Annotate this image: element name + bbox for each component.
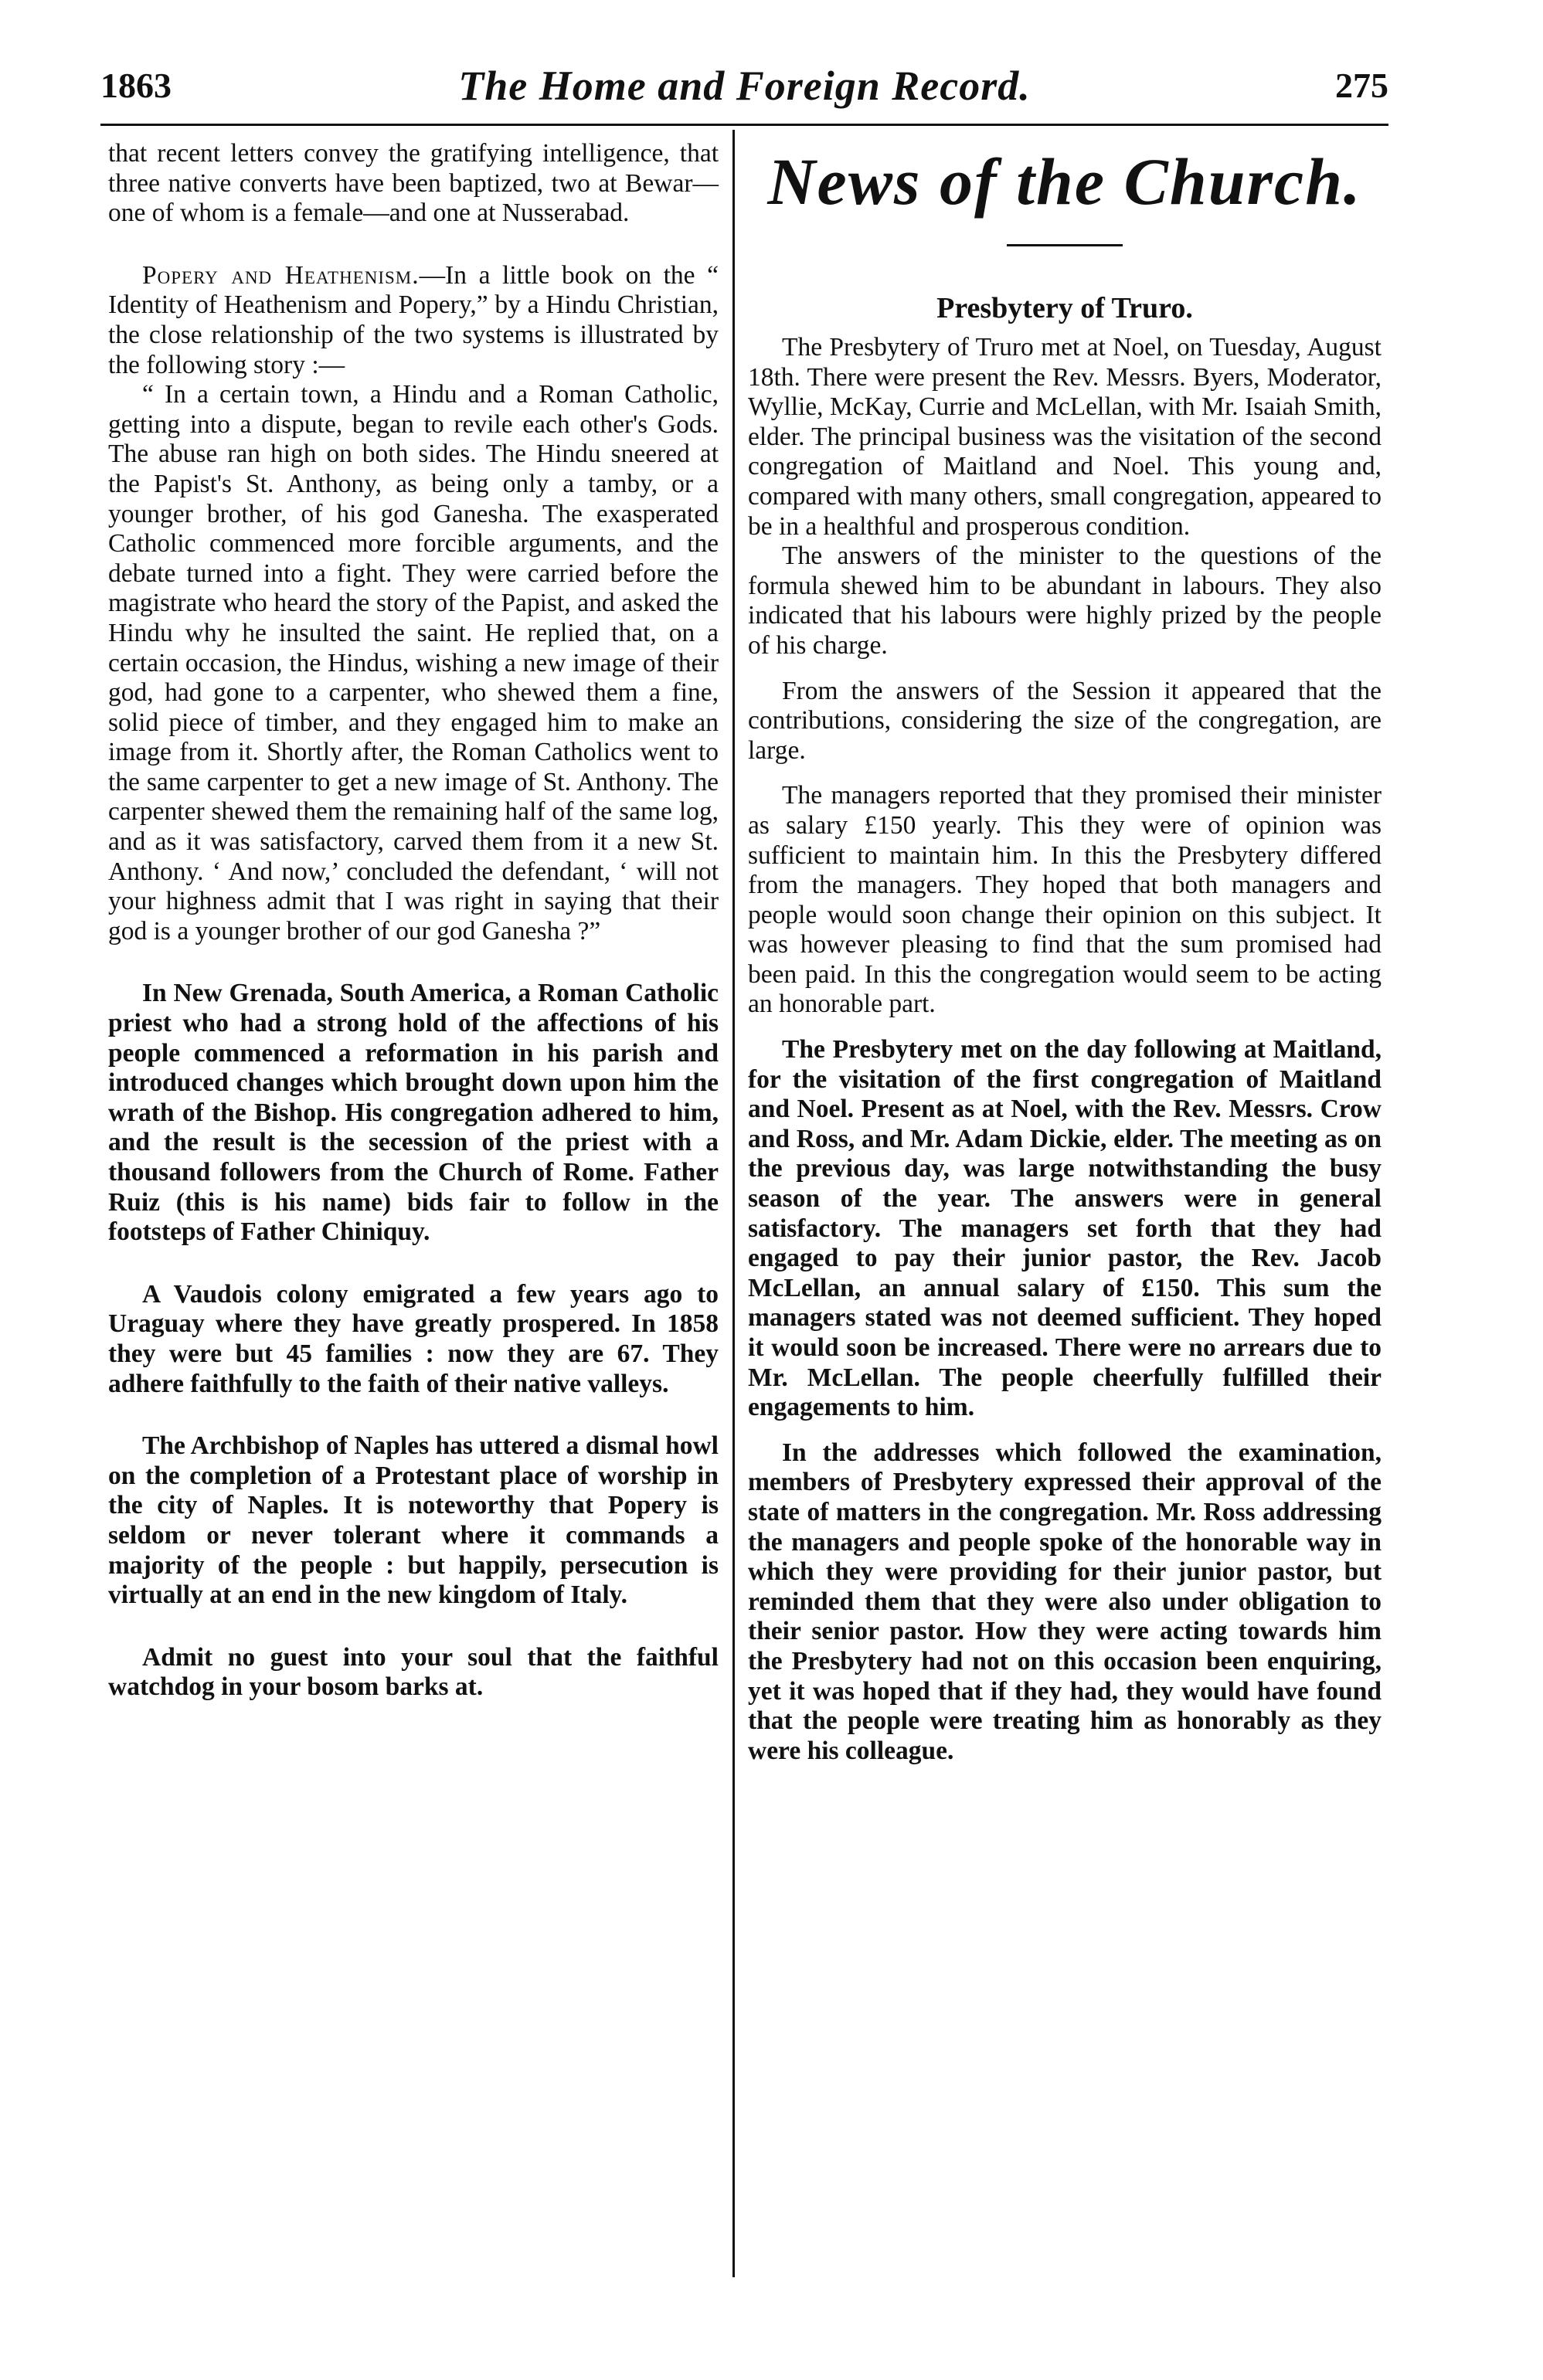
- addresses-paragraph: In the addresses which followed the examination, members of Presbytery expressed their approval of the state of matters in the congregation. Mr. Ross addressing the managers and people spoke of the honorable way in which they were providing for their junior pastor, but reminded them that they were also under obligation to their senior pastor. How they were acting towards him the Presbytery had not on this occasion been enquiring, yet it was hoped that if they had, they would have found that the people were treating him as honorably as they were his colleague.: [748, 1438, 1382, 1765]
- new-grenada-paragraph: In New Grenada, South America, a Roman Catholic priest who had a strong hold of the affections of his people commenced a reformation in his parish and introduced changes which brought down upon him the wrath of the Bishop. His congregation adhered to him, and the result is the secession of the priest with a thousand followers from the Church of Rome. Father Ruiz (this is his name) bids fair to follow in the footsteps of Father Chiniquy.: [108, 979, 719, 1247]
- popery-heathenism-lead: Popery and Heathenism.: [142, 260, 420, 290]
- heading-rule: [1007, 244, 1123, 246]
- column-divider: [732, 130, 735, 2277]
- running-head: [100, 65, 1388, 119]
- left-column: [108, 139, 719, 1703]
- session-answers-paragraph: From the answers of the Session it appeared that the contributions, considering the size of the congregation, are large.: [748, 676, 1382, 765]
- minister-answers-paragraph: The answers of the minister to the questions of the formula shewed him to be abundant in labours. They also indicated that his labours were highly prized by the people of his charge.: [748, 542, 1382, 660]
- section-heading: News of the Church.: [767, 144, 1362, 219]
- watchdog-paragraph: Admit no guest into your soul that the faithful watchdog in your bosom barks at.: [108, 1642, 719, 1702]
- popery-heathenism-body: —In a little book on the “ Identity of Heathenism and Popery,” by a Hindu Christian, the close relationship of the two systems is illustrated by the following story :—: [108, 260, 719, 379]
- truro-meeting-paragraph: The Presbytery of Truro met at Noel, on Tuesday, August 18th. There were present the Rev. Messrs. Byers, Moderator, Wyllie, McKay, Currie and McLellan, with Mr. Isaiah Smith, elder. The principal business was the visitation of the second congregation of Maitland and Noel. This young and, compared with many others, small congregation, appeared to be in a healthful and prosperous condition.: [748, 333, 1382, 541]
- vaudois-colony-paragraph: A Vaudois colony emigrated a few years ago to Uraguay where they have greatly prospered. In 1858 they were but 45 families : now they are 67. They adhere faithfully to the faith of their native valleys.: [108, 1279, 719, 1398]
- page-number: 275: [1335, 66, 1388, 105]
- archbishop-naples-paragraph: The Archbishop of Naples has uttered a dismal howl on the completion of a Protestant place of worship in the city of Naples. It is noteworthy that Popery is seldom or never tolerant where it commands a majority of the people : but happily, persecution is virtually at an end in the new kingdom of Italy.: [108, 1431, 719, 1610]
- maitland-meeting-paragraph: The Presbytery met on the day following at Maitland, for the visitation of the first congregation of Maitland and Noel. Present as at Noel, with the Rev. Messrs. Crow and Ross, and Mr. Adam Dickie, elder. The meeting as on the previous day, was large notwithstanding the busy season of the year. The answers were in general satisfactory. The managers set forth that they had engaged to pay their junior pastor, the Rev. Jacob McLellan, an annual salary of £150. This sum the managers stated was not deemed sufficient. They hoped it would soon be increased. There were no arrears due to Mr. McLellan. The people cheerfully fulfilled their engagements to him.: [748, 1035, 1382, 1422]
- right-column: [748, 139, 1382, 1766]
- issue-year: 1863: [100, 66, 172, 105]
- hindu-story-paragraph: “ In a certain town, a Hindu and a Roman Catholic, getting into a dispute, began to revile each other's Gods. The abuse ran high on both sides. The Hindu sneered at the Papist's St. Anthony, as being only a tamby, or a younger brother, of his god Ganesha. The exasperated Catholic commenced more forcible arguments, and the debate turned into a fight. They were carried before the magistrate who heard the story of the Papist, and asked the Hindu why he insulted the saint. He replied that, on a certain occasion, the Hindus, wishing a new image of their god, had gone to a carpenter, who shewed them a fine, solid piece of timber, and they engaged him to make an image from it. Shortly after, the Roman Catholics went to the same carpenter to get a new image of St. Anthony. The carpenter shewed them the remaining half of the same log, and as it was satisfactory, carved them from it a new St. Anthony. ‘ And now,’ concluded the defendant, ‘ will not your highness admit that I was right in saying that their god is a younger brother of our god Ganesha ?”: [108, 380, 719, 946]
- popery-heathenism-paragraph: [108, 261, 719, 380]
- journal-title: The Home and Foreign Record.: [458, 63, 1031, 109]
- intelligence-paragraph: that recent letters convey the gratifying intelligence, that three native converts have been baptized, two at Bewar—one of whom is a female—and one at Nusserabad.: [108, 139, 719, 228]
- managers-report-paragraph: The managers reported that they promised their minister as salary £150 yearly. This they were of opinion was sufficient to maintain him. In this the Presbytery differed from the managers. They hoped that both managers and people would soon change their opinion on this subject. It was however pleasing to find that the sum promised had been paid. In this the congregation would seem to be acting an honorable part.: [748, 781, 1382, 1019]
- subheading: Presbytery of Truro.: [936, 292, 1193, 324]
- header-rule: [100, 124, 1388, 126]
